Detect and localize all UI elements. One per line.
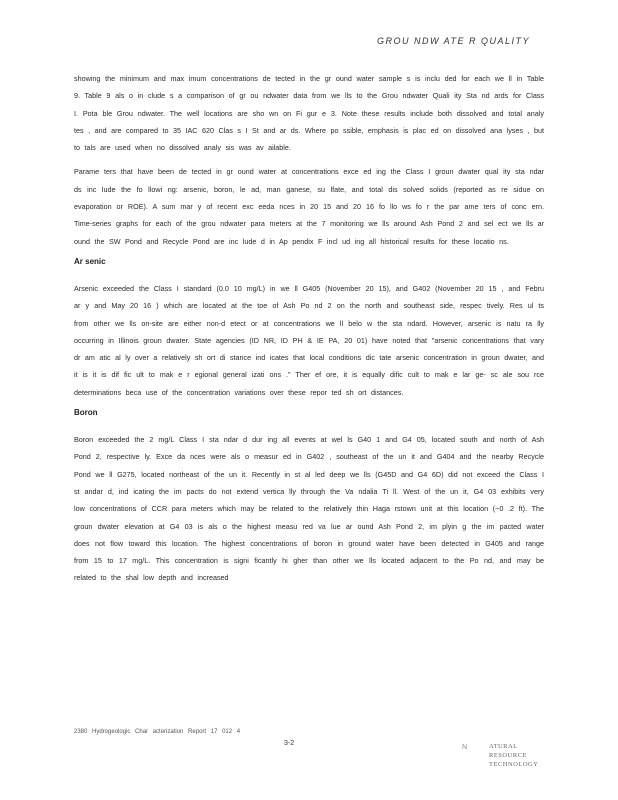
company-logo	[462, 742, 552, 774]
exceedance-paragraph: Parame ters that have been de tected in gr ound water at concentrations exce ed ing the Class I groun dwater qual ity sta ndar ds inc lude the fo llowi ng: arsenic, boron, le ad, man ganese, su lfate, and total dis solved solids (reported as re sidue on evaporation or ROE). A sum mar y of recent exc eeda nces in 20 15 and 20 16 fo llo ws fo r the par ame ters of conc ern. Time-series graphs for each of the grou ndwater para meters at the 7 monitoring we lls around Ash Pond 2 and sel ect we lls ar ound the SW Pond and Recycle Pond are inc lude d in Ap pendix F incl ud ing all historical results for these locatio ns.	[74, 167, 544, 246]
running-header: GROU NDW ATE R QUALITY	[376, 36, 530, 46]
logo-line-2: RESOURCE	[489, 752, 527, 759]
report-body	[74, 70, 544, 594]
footer-report-title: 2380 Hydrogeologic Char acterization Report 17 012 4	[74, 729, 241, 735]
logo-mark-icon: N	[462, 744, 468, 751]
arsenic-paragraph: Arsenic exceeded the Class I standard (0.0 10 mg/L) in we ll G405 (November 20 15), and G402 (November 20 15 , and Febru ar y and May 20 16 ) which are located at the toe of Ash Po nd 2 on the north and southeast side, respec tively. Res ul ts from other we lls on-site are either non-d etect or at concentrations we ll belo w the sta ndard. However, arsenic is natu ra lly occurring in Illinois groun dwater. State agencies (ID NR, ID PH & IE PA, 20 01) have noted that "arsenic concentrations that vary dr am atic al ly over a relatively sh ort di stance ind icates that local conditions dic tate arsenic concentration in groun dwater, and it is it is dif fic ult to mak e r egional general izati ons ." Ther ef ore, it is equally dific cult to mak e lar ge- sc ale sou rce determinations beca use of the concentration variations over these repor ted sh ort distances.	[74, 283, 544, 397]
logo-line-3: TECHNOLOGY	[489, 761, 539, 768]
boron-heading: Boron	[74, 408, 98, 418]
page-number: 3-2	[284, 740, 295, 747]
arsenic-heading: Ar senic	[74, 256, 106, 266]
intro-paragraph: showing the minimum and max imum concentrations de tected in the gr ound water sample s is inclu ded for each we ll in Table 9. Table 9 als o in clude s a comparison of gr ou ndwater data from we lls to the Grou ndwater Quali ity Sta nd ards for Class I. Pota ble Grou ndwater. The well locations are sho wn on Fi gur e 3. Note these results include both dissolved and total analy tes , and are compared to 35 IAC 620 Clas s I St and ar ds. Where po ssible, emphasis is plac ed on dissolved ana lyses , but to tals are used when no dissolved analy sis was av ailable.	[74, 74, 544, 153]
logo-line-1: ATURAL	[489, 743, 518, 750]
boron-paragraph: Boron exceeded the 2 mg/L Class I sta ndar d dur ing all events at wel ls G40 1 and G4 05, located south and north of Ash Pond 2, respective ly. Exce da nces were als o measur ed in G402 , southeast of the un it and G404 and the nearby Recycle Pond we ll G275, located northeast of the un it. Recently in st al led deep we lls (G45D and G4 6D) did not exceed the Class I st andar d, ind icating the im pacts do not extend vertica lly through the Va ndalia Ti ll. West of the un it, G4 03 exhibits very low concentrations of CCR para meters which may be related to the relatively thin Haga rstown unit at this location (~0 .2 ft). The groun dwater elevation at G4 03 is als o the highest measu red va lue ar ound Ash Pond 2, im plyin g the im pacted water does not flow toward this location. The highest concentrations of boron in ground water have been detected in G405 and range from 15 to 17 mg/L. This concentration is signi ficantly hi gher than other we lls located adjacent to the Po nd, and may be related to the shal low depth and increased	[74, 435, 544, 583]
logo-text	[489, 742, 538, 769]
